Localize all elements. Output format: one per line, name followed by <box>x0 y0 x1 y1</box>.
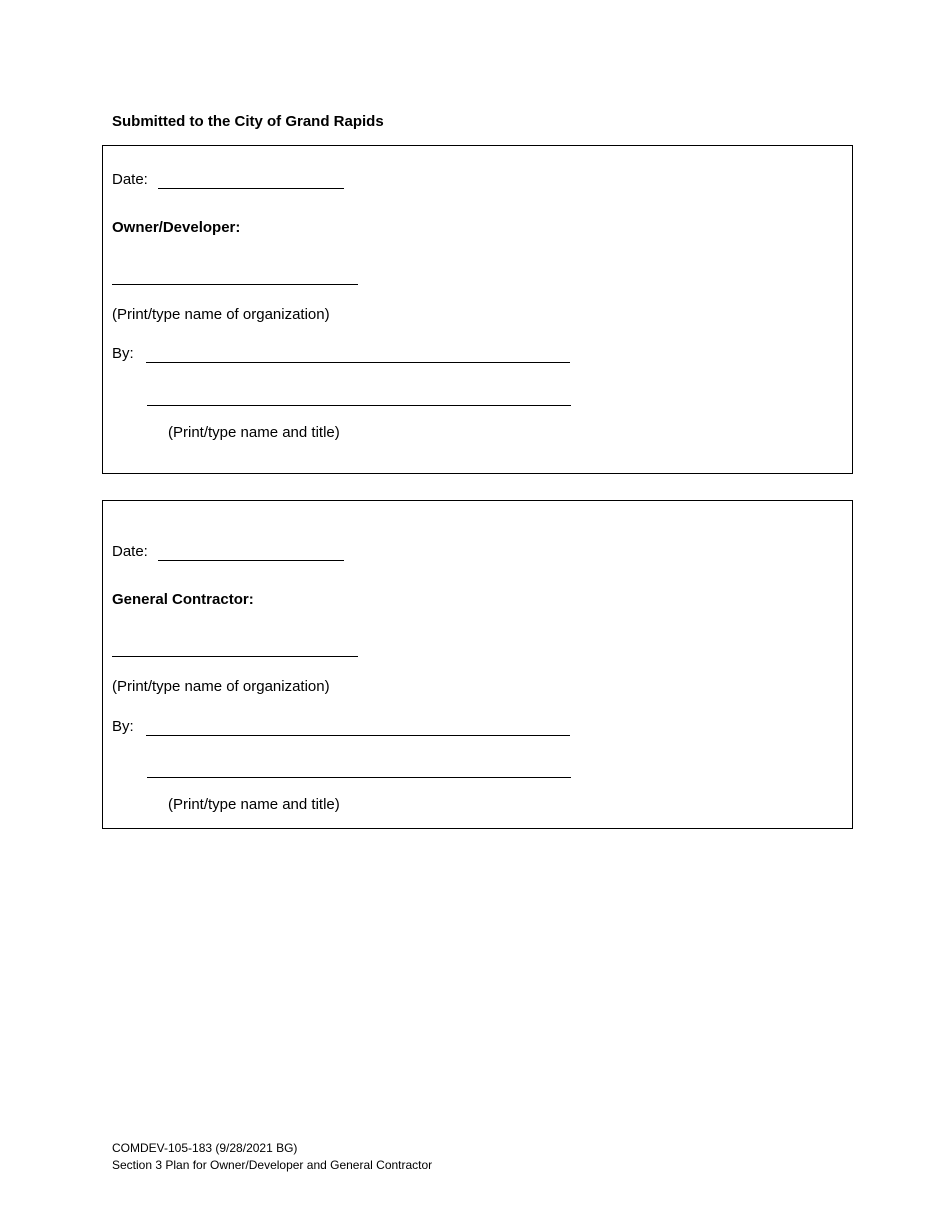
page-heading: Submitted to the City of Grand Rapids <box>112 113 384 130</box>
contractor-name-title-caption: (Print/type name and title) <box>168 796 340 813</box>
contractor-name-title-field[interactable] <box>147 777 571 778</box>
contractor-signature-field[interactable] <box>146 735 570 736</box>
contractor-date-label: Date: <box>112 543 148 560</box>
footer-description: Section 3 Plan for Owner/Developer and General Contractor <box>112 1158 433 1172</box>
owner-developer-label: Owner/Developer: <box>112 219 241 236</box>
contractor-organization-caption: (Print/type name of organization) <box>112 678 330 695</box>
footer-form-id: COMDEV-105-183 (9/28/2021 BG) <box>112 1141 298 1155</box>
contractor-date-field[interactable] <box>158 560 344 561</box>
owner-signature-field[interactable] <box>146 362 570 363</box>
contractor-organization-field[interactable] <box>112 656 358 657</box>
owner-date-field[interactable] <box>158 188 344 189</box>
contractor-by-label: By: <box>112 718 134 735</box>
general-contractor-label: General Contractor: <box>112 591 254 608</box>
owner-organization-caption: (Print/type name of organization) <box>112 306 330 323</box>
general-contractor-section <box>102 500 853 829</box>
owner-organization-field[interactable] <box>112 284 358 285</box>
owner-name-title-caption: (Print/type name and title) <box>168 424 340 441</box>
owner-name-title-field[interactable] <box>147 405 571 406</box>
owner-by-label: By: <box>112 345 134 362</box>
owner-date-label: Date: <box>112 171 148 188</box>
